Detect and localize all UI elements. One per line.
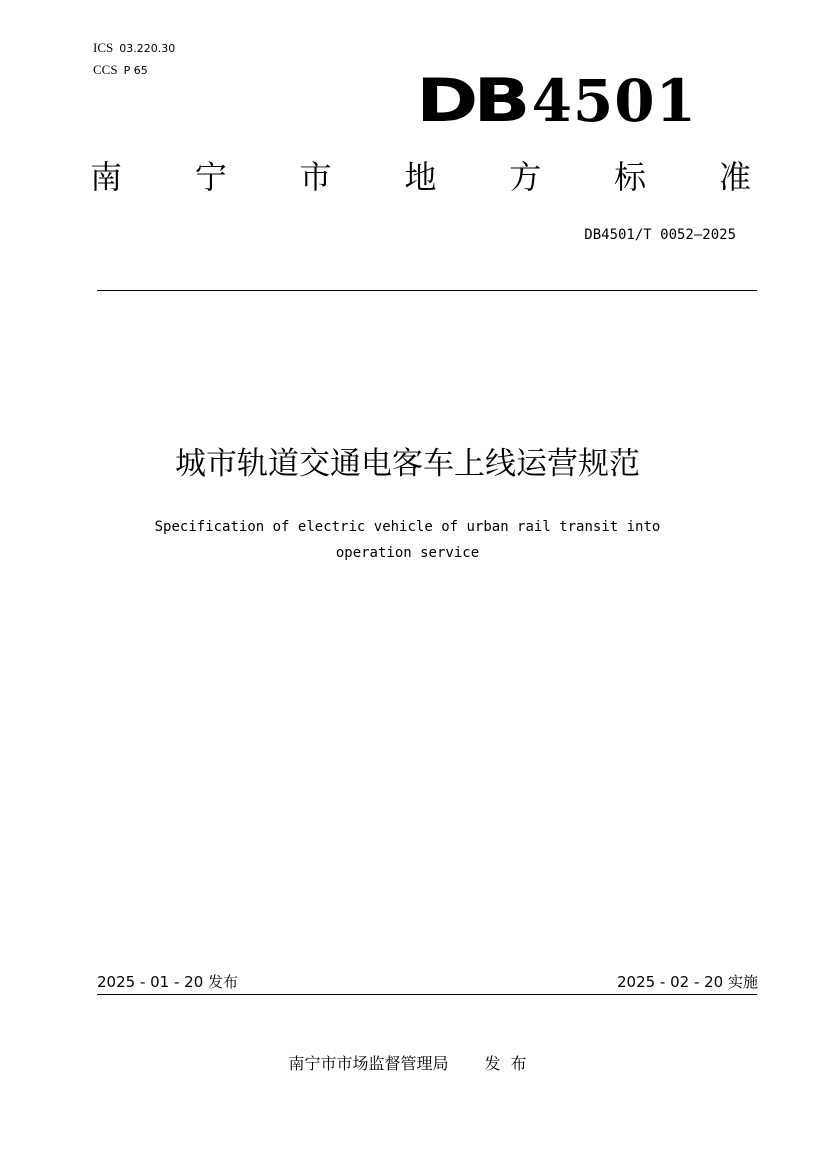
ics-code: 03.220.30 [119,42,176,55]
header-divider [97,290,757,291]
publish-char: 发 [484,1054,501,1073]
ics-classification [93,40,175,57]
footer-divider [97,994,757,995]
ccs-code: P 65 [123,64,148,77]
standard-code-mark [416,66,697,136]
english-title-line: operation service [335,545,480,561]
standard-code-prefix: DB [416,66,526,136]
standard-category-char: 标 [614,158,647,196]
ics-label: ICS [93,40,114,55]
standard-identifier: DB4501/T 0052—2025 [584,227,736,243]
english-title-line: Specification of electric vehicle of urban rail transit into [154,519,661,535]
standard-category-char: 地 [404,158,437,196]
standard-category-char: 南 [89,158,122,196]
ccs-classification [93,62,148,79]
standard-code-number: 4501 [531,67,697,135]
implementation-date: 2025 - 02 - 20 实施 [616,973,758,991]
standard-category-char: 宁 [194,158,227,196]
issuer-name: 南宁市市场监督管理局 [288,1054,449,1073]
document-title-chinese: 城市轨道交通电客车上线运营规范 [175,446,640,482]
standard-category-char: 准 [718,158,751,196]
standard-category-char: 市 [299,158,332,196]
document-title-english [100,514,715,566]
issuer-statement [0,1052,815,1076]
publish-label [484,1054,526,1073]
ccs-label: CCS [93,62,118,77]
issue-date: 2025 - 01 - 20 发布 [97,973,239,991]
publish-char: 布 [510,1054,527,1073]
standard-category [88,155,753,199]
standard-category-char: 方 [509,158,542,196]
